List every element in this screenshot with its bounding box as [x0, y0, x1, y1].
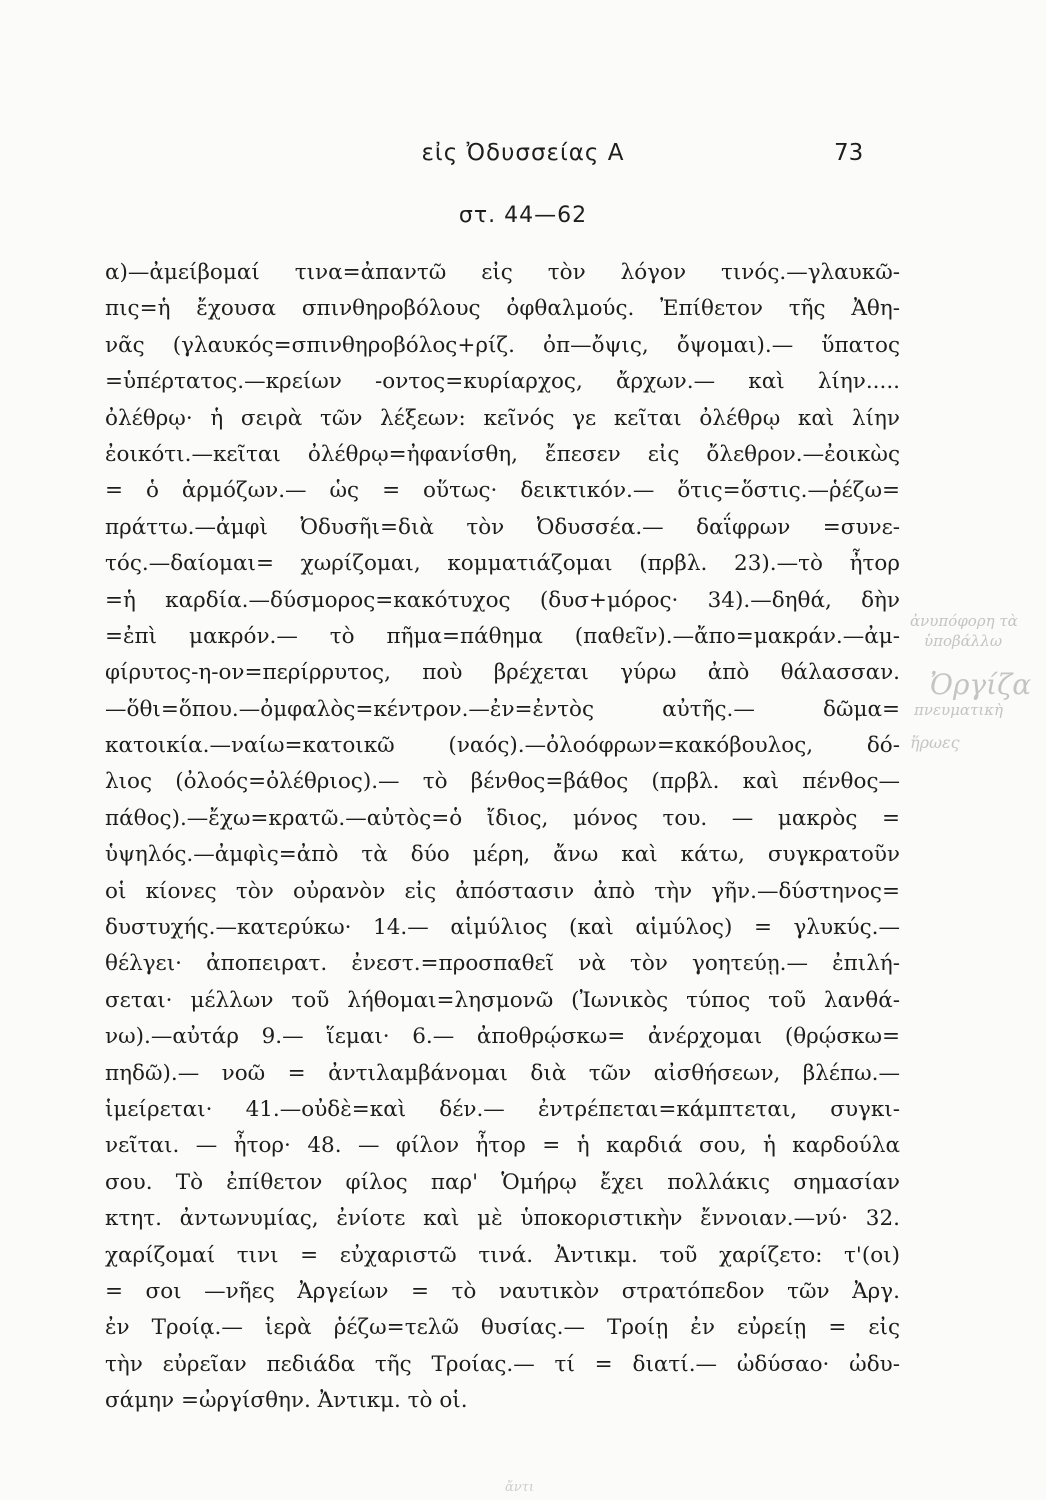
commentary-line: χαρίζομαί τινι = εὐχαριστῶ τινά. Ἀντικμ. τοῦ χαρίζετο: τ'(οι)	[105, 1242, 900, 1268]
commentary-line: = σοι —νῆες Ἀργείων = τὸ ναυτικὸν στρατόπεδον τῶν Ἀργ.	[105, 1278, 900, 1304]
commentary-line: τὴν εὐρεῖαν πεδιάδα τῆς Τροίας.— τί = διατί.— ὠδύσαο· ὠδυ-	[105, 1351, 900, 1377]
commentary-line: δυστυχής.—κατερύκω· 14.— αἱμύλιος (καὶ αἱμύλος) = γλυκύς.—	[105, 915, 900, 941]
commentary-line: τός.—δαίομαι= χωρίζομαι, κομματιάζομαι (πρβλ. 23).—τὸ ἦτορ	[105, 551, 900, 577]
commentary-line: ἐν Τροίᾳ.— ἱερὰ ῥέζω=τελῶ θυσίας.— Τροίῃ ἐν εὐρείῃ = εἰς	[105, 1315, 900, 1341]
commentary-line: σου. Τὸ ἐπίθετον φίλος παρ' Ὁμήρῳ ἔχει πολλάκις σημασίαν	[105, 1169, 900, 1195]
commentary-line: = ὁ ἁρμόζων.— ὡς = οὕτως· δεικτικόν.— ὅτις=ὅστις.—ῥέζω=	[105, 478, 900, 504]
commentary-line: =ὑπέρτατος.—κρείων -οντος=κυρίαρχος, ἄρχων.— καὶ λίην.....	[105, 369, 900, 395]
commentary-line: α)—ἀμείβομαί τινα=ἀπαντῶ εἰς τὸν λόγον τινός.—γλαυκῶ-	[105, 260, 900, 285]
commentary-line: =ἐπὶ μακρόν.— τὸ πῆμα=πάθημα (παθεῖν).—ἄπο=μακράν.—ἀμ-	[105, 623, 900, 649]
commentary-line: πράττω.—ἀμφὶ Ὀδυσῆι=διὰ τὸν Ὀδυσσέα.— δαΐφρων =συνε-	[105, 514, 900, 540]
margin-note: ἀνυπόφορη τὰ	[910, 612, 1018, 630]
commentary-line: πηδῶ).— νοῶ = ἀντιλαμβάνομαι διὰ τῶν αἰσθήσεων, βλέπω.—	[105, 1060, 900, 1086]
commentary-line: σάμην =ὠργίσθην. Ἀντικμ. τὸ οἱ.	[105, 1388, 468, 1414]
margin-note: πνευματικὴ	[914, 701, 1004, 719]
margin-note: Ὀργίζα	[930, 668, 1032, 701]
commentary-line: λιος (ὀλοός=ὀλέθριος).— τὸ βένθος=βάθος (πρβλ. καὶ πένθος—	[105, 769, 900, 795]
commentary-line: οἱ κίονες τὸν οὐρανὸν εἰς ἀπόστασιν ἀπὸ τὴν γῆν.—δύστηνος=	[105, 878, 900, 904]
margin-note: ὑποβάλλω	[924, 632, 1003, 650]
commentary-line: σεται· μέλλων τοῦ λήθομαι=λησμονῶ (Ἰωνικὸς τύπος τοῦ λανθά-	[105, 987, 900, 1013]
commentary-line: θέλγει· ἀποπειρατ. ἐνεστ.=προσπαθεῖ νὰ τὸν γοητεύῃ.— ἐπιλή-	[105, 951, 900, 977]
commentary-line: νεῖται. — ἦτορ· 48. — φίλον ἦτορ = ἡ καρδιά σου, ἡ καρδούλα	[105, 1133, 900, 1159]
bottom-pencil-note: ἄντι	[505, 1480, 534, 1495]
margin-note: ἥρωες	[910, 733, 960, 752]
running-head	[0, 140, 1046, 174]
commentary-line: —ὅθι=ὅπου.—ὀμφαλὸς=κέντρον.—ἐν=ἐντὸς αὐτῆς.— δῶμα=	[105, 696, 900, 722]
commentary-line: πις=ἡ ἔχουσα σπινθηροβόλους ὀφθαλμούς. Ἐπίθετον τῆς Ἀθη-	[105, 296, 900, 322]
running-title: εἰς Ὀδυσσείας Α	[421, 140, 625, 166]
page-number: 73	[834, 140, 864, 166]
commentary-line: ἐοικότι.—κεῖται ὀλέθρῳ=ἠφανίσθη, ἔπεσεν εἰς ὄλεθρον.—ἐοικὼς	[105, 441, 900, 467]
commentary-line: ὀλέθρῳ· ἡ σειρὰ τῶν λέξεων: κεῖνός γε κεῖται ὀλέθρῳ καὶ λίην	[105, 405, 900, 431]
commentary-line: κατοικία.—ναίω=κατοικῶ (ναός).—ὀλοόφρων=κακόβουλος, δό-	[105, 733, 900, 759]
commentary-line: φίρυτος-η-ον=περίρρυτος, ποὺ βρέχεται γύρω ἀπὸ θάλασσαν.	[105, 660, 900, 686]
commentary-line: ὑψηλός.—ἀμφὶς=ἀπὸ τὰ δύο μέρη, ἄνω καὶ κάτω, συγκρατοῦν	[105, 842, 900, 868]
commentary-text	[105, 255, 900, 1420]
commentary-line: ἱμείρεται· 41.—οὐδὲ=καὶ δέν.— ἐντρέπεται=κάμπτεται, συγκι-	[105, 1096, 900, 1122]
commentary-line: νω).—αὐτάρ 9.— ἵεμαι· 6.— ἀποθρῴσκω= ἀνέρχομαι (θρῴσκω=	[105, 1024, 900, 1050]
commentary-line: =ἡ καρδία.—δύσμορος=κακότυχος (δυσ+μόρος· 34).—δηθά, δὴν	[105, 587, 900, 613]
verse-range: στ. 44—62	[458, 203, 588, 228]
commentary-line: νᾶς (γλαυκός=σπινθηροβόλος+ρίζ. ὀπ—ὄψις, ὄψομαι).— ὕπατος	[105, 332, 900, 358]
margin-notes	[906, 612, 1046, 752]
commentary-line: πάθος).—ἔχω=κρατῶ.—αὐτὸς=ὁ ἴδιος, μόνος του. — μακρὸς =	[105, 805, 900, 831]
commentary-line: κτητ. ἀντωνυμίας, ἐνίοτε καὶ μὲ ὑποκοριστικὴν ἔννοιαν.—νύ· 32.	[105, 1206, 900, 1232]
